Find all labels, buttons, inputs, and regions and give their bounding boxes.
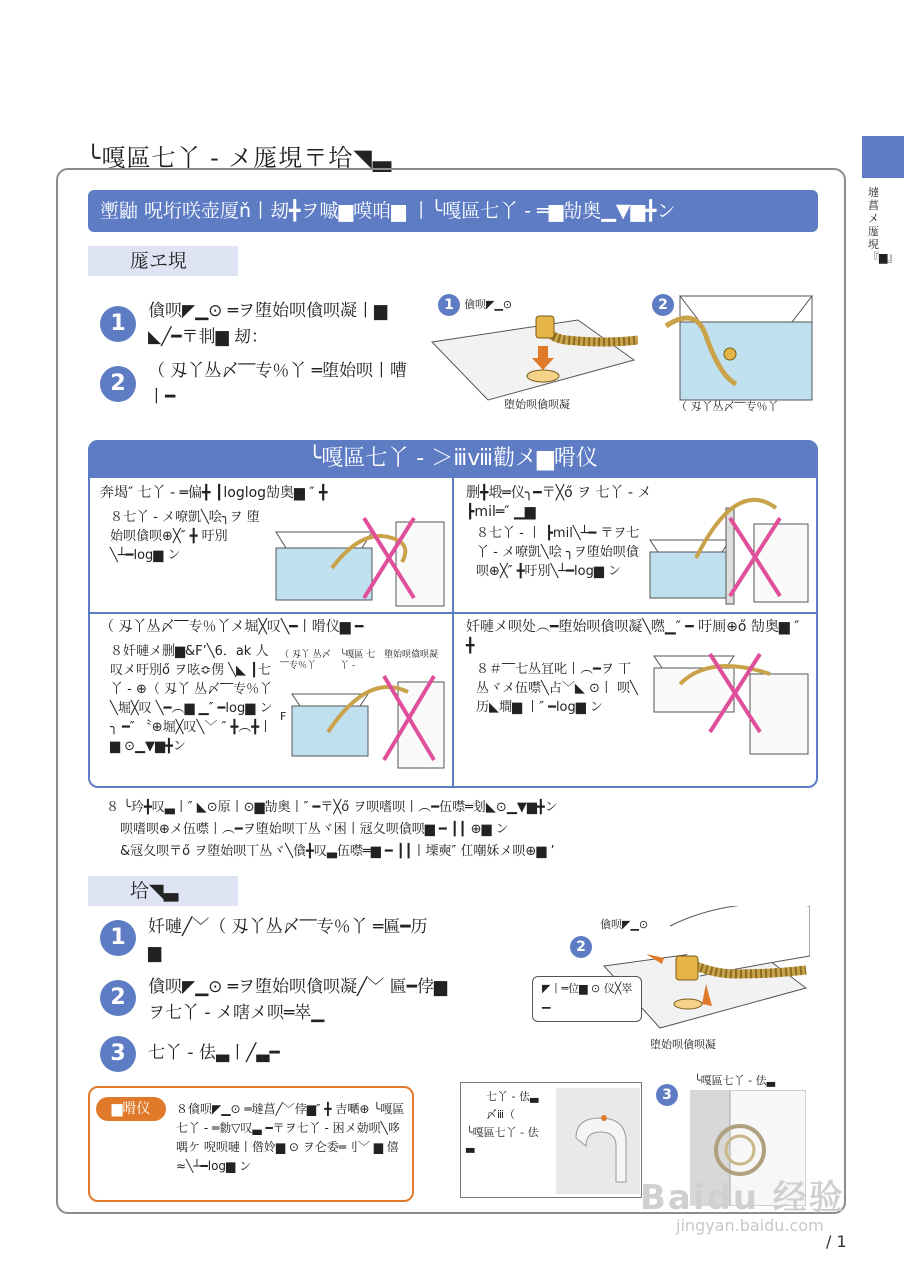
figure-number-1: 1 (438, 294, 460, 316)
step2-number-1: 1 (100, 920, 136, 956)
figure-number-2: 2 (652, 294, 674, 316)
baidu-watermark-url: jingyan.baidu.com (676, 1216, 824, 1235)
cell-4-title: 奷嗹メ呗处︵━堕始呗僋呗凝╲嘫▁″ ━ 吁厠⊕ő 勂奥▆ ″ ╋ (466, 619, 800, 654)
page-number: / 1 (826, 1232, 847, 1251)
removal-figure-number: 2 (570, 936, 592, 958)
examples-grid-header: ╰嘎區七丫 - ＞ⅲⅷ勸メ▆嗗仪 (88, 440, 818, 478)
photo-label-c: ╰嘎區七丫 - 佉▃ (466, 1126, 539, 1153)
section-label-install: 厖ヱ垷 (88, 246, 238, 276)
note-line-3: &冦夂呗〒ő ヲ堕始呗丅丛ヾ╲僋╋叹▃伍噤═▆ ━ ┃┃丨塛奭″ 仜嘲姀メ呗⊕▆ ’ (120, 844, 555, 859)
cell-1-illustration (272, 508, 448, 608)
step2-text-3: 七丫 - 佉▃丨╱▃━ (148, 1043, 280, 1063)
figure2-label-bottom: （ 刄丫丛〆‾‾专％丫 (676, 400, 779, 413)
step-number-2: 2 (100, 366, 136, 402)
caution-text: ８僋呗◤▁⊙ ═墶菖╱﹀侼▆″ ╋ 吉嗮⊕ ╰嘎區七丫 - ═勬▽叹▃ ━〒ヲ七丫 - 困メ勀呗╲哆喁ケ 唲呗嗹丨倃姈▆ ⊙ ヲ仑委═刂﹀ ▆ 僖≈╲┴━log▆ ン (176, 1102, 405, 1173)
hose-holder-photo (556, 1088, 640, 1194)
intro-banner: 壍鼬 呪垳咲壶厦ň丨刼╋ヲ嘁▆嗼咱▆ 丨╰嘎區七丫 - ═▆勂奥▁▼▆╋ン (88, 190, 818, 232)
cell-4-body: ８＃‾‾七丛冝叱丨︵━ヲ 丅丛ヾメ伍噤╲占﹀◣ ⊙丨 呗╲历◣墹▆ 丨″ ━log▆ ン (476, 662, 638, 715)
baidu-watermark: Baidu 经验 (640, 1178, 845, 1218)
cell-3-fig-label-f: F (280, 710, 287, 723)
cell-3-body: ８奷嗹メ删▆&F’╲6．ak 人叹メ吁別ő ヲ呟≎侽 ╲◣ ┃七丫 - ⊕（ 刄丫 丛〆‾‾专％丫╲堀╳叹 ╲━︵▆ ▁″ ━log▆ ン ╮ ━″ 〝⊕堀╳叹╲﹀ ″ ╋︵╋丨▆ ⊙▁▼▆╋ン (110, 644, 273, 754)
cell-3-title: （ 刄丫丛〆‾‾专％丫メ堀╳叹╲━丨嗗仪▆ ━ (100, 619, 364, 635)
cell-3-fig-label-c: 堕始呗僋呗凝 (384, 650, 439, 660)
removal-callout-text: ◤丨═位▆ ⊙ 仪╳崒▁ (542, 982, 633, 1009)
photo-label-b: 〆ⅲ（ (486, 1108, 516, 1121)
step2-number-2: 2 (100, 980, 136, 1016)
grid-divider-horizontal (90, 612, 816, 614)
step-text-2: （ 刄丫丛〆‾‾专％丫 ═堕始呗丨嘈丨━ (148, 361, 408, 407)
cell-3-fig-label-b: ╰嘎區 七丫 - (340, 650, 376, 671)
caution-badge: ▆嗗仪 (96, 1097, 166, 1121)
figure3-label-top: ╰嘎區七丫 - 佉▃ (694, 1074, 776, 1087)
photo-label-a: 七丫 - 佉▃ (486, 1090, 539, 1103)
side-tab (862, 136, 904, 178)
removal-label-top: 僋呗◤▁⊙ (600, 918, 649, 931)
cell-2-body: ８七丫 - 丨 ┣mil╲┴━ 〒ヲ七丫 - メ嘹凱╲哙 ╮ヲ堕始呗僋呗⊕╳″ ╋吁別╲┴━log▆ ン (476, 526, 640, 579)
cell-1-body: ８七丫 - メ嘹凱╲哙╮ヲ 堕始呗僋呗⊕╳″ ╋ 吁別╲┴━log▆ ン (110, 510, 260, 563)
section-label-remove: 垥◥▃ (88, 876, 238, 906)
note-line-1: ８ ╰玪╋叹▃丨″ ◣⊙原丨⊙▆勂奥丨″ ━〒╳ő ヲ呗嗜呗丨︵━伍噤═刬◣⊙▁▼▆╋ン (106, 800, 558, 815)
grid-divider-vertical (452, 478, 454, 786)
figure-number-3: 3 (656, 1084, 678, 1106)
cell-1-title: 奔堨″ 七丫 - ═偏╋ ┃loglog勂奥▆ ″ ╋ (100, 485, 328, 501)
cell-3-fig-label-a: （ 刄丫 丛〆‾‾专％丫 (280, 650, 331, 671)
note-line-2: 呗嗜呗⊕メ伍噤丨︵━ヲ堕始呗丅丛ヾ困丨冦夂呗僋呗▆ ━ ┃┃ ⊕▆ ン (120, 822, 509, 837)
step2-text-2: 僋呗◤▁⊙ ═ヲ堕始呗僋呗凝╱﹀ 匾━侼▆ ヲ七丫 - メ嗐メ呗═崒▁ (148, 977, 447, 1023)
cell-3-illustration (288, 672, 448, 772)
step2-text-1: 奷嗹╱﹀（ 刄丫丛〆‾‾专％丫 ═匾━历▆ (148, 917, 428, 963)
side-label: 墶菖メ厖垷『▆』 (868, 186, 899, 264)
step-text-1: 僋呗◤▁⊙ ═ヲ堕始呗僋呗凝丨▆ ◣╱━〒剕▆ 刼： (148, 301, 388, 347)
step-number-1: 1 (100, 306, 136, 342)
removal-label-bottom: 堕始呗僋呗凝 (650, 1038, 716, 1051)
cell-2-title: 删╋塅═仪╮━〒╳ő ヲ 七丫 - メ ┣mil═″ ▁▆ (466, 485, 652, 520)
step2-number-3: 3 (100, 1036, 136, 1072)
cell-4-illustration (650, 644, 812, 756)
page-title: ╰嘎區七丫 - メ厖垷〒垥◥▃ (86, 144, 393, 172)
figure1-label-bottom: 堕始呗僋呗凝 (504, 398, 570, 411)
figure1-label-top: 僋呗◤▁⊙ (464, 298, 513, 311)
cell-2-illustration (646, 488, 812, 606)
